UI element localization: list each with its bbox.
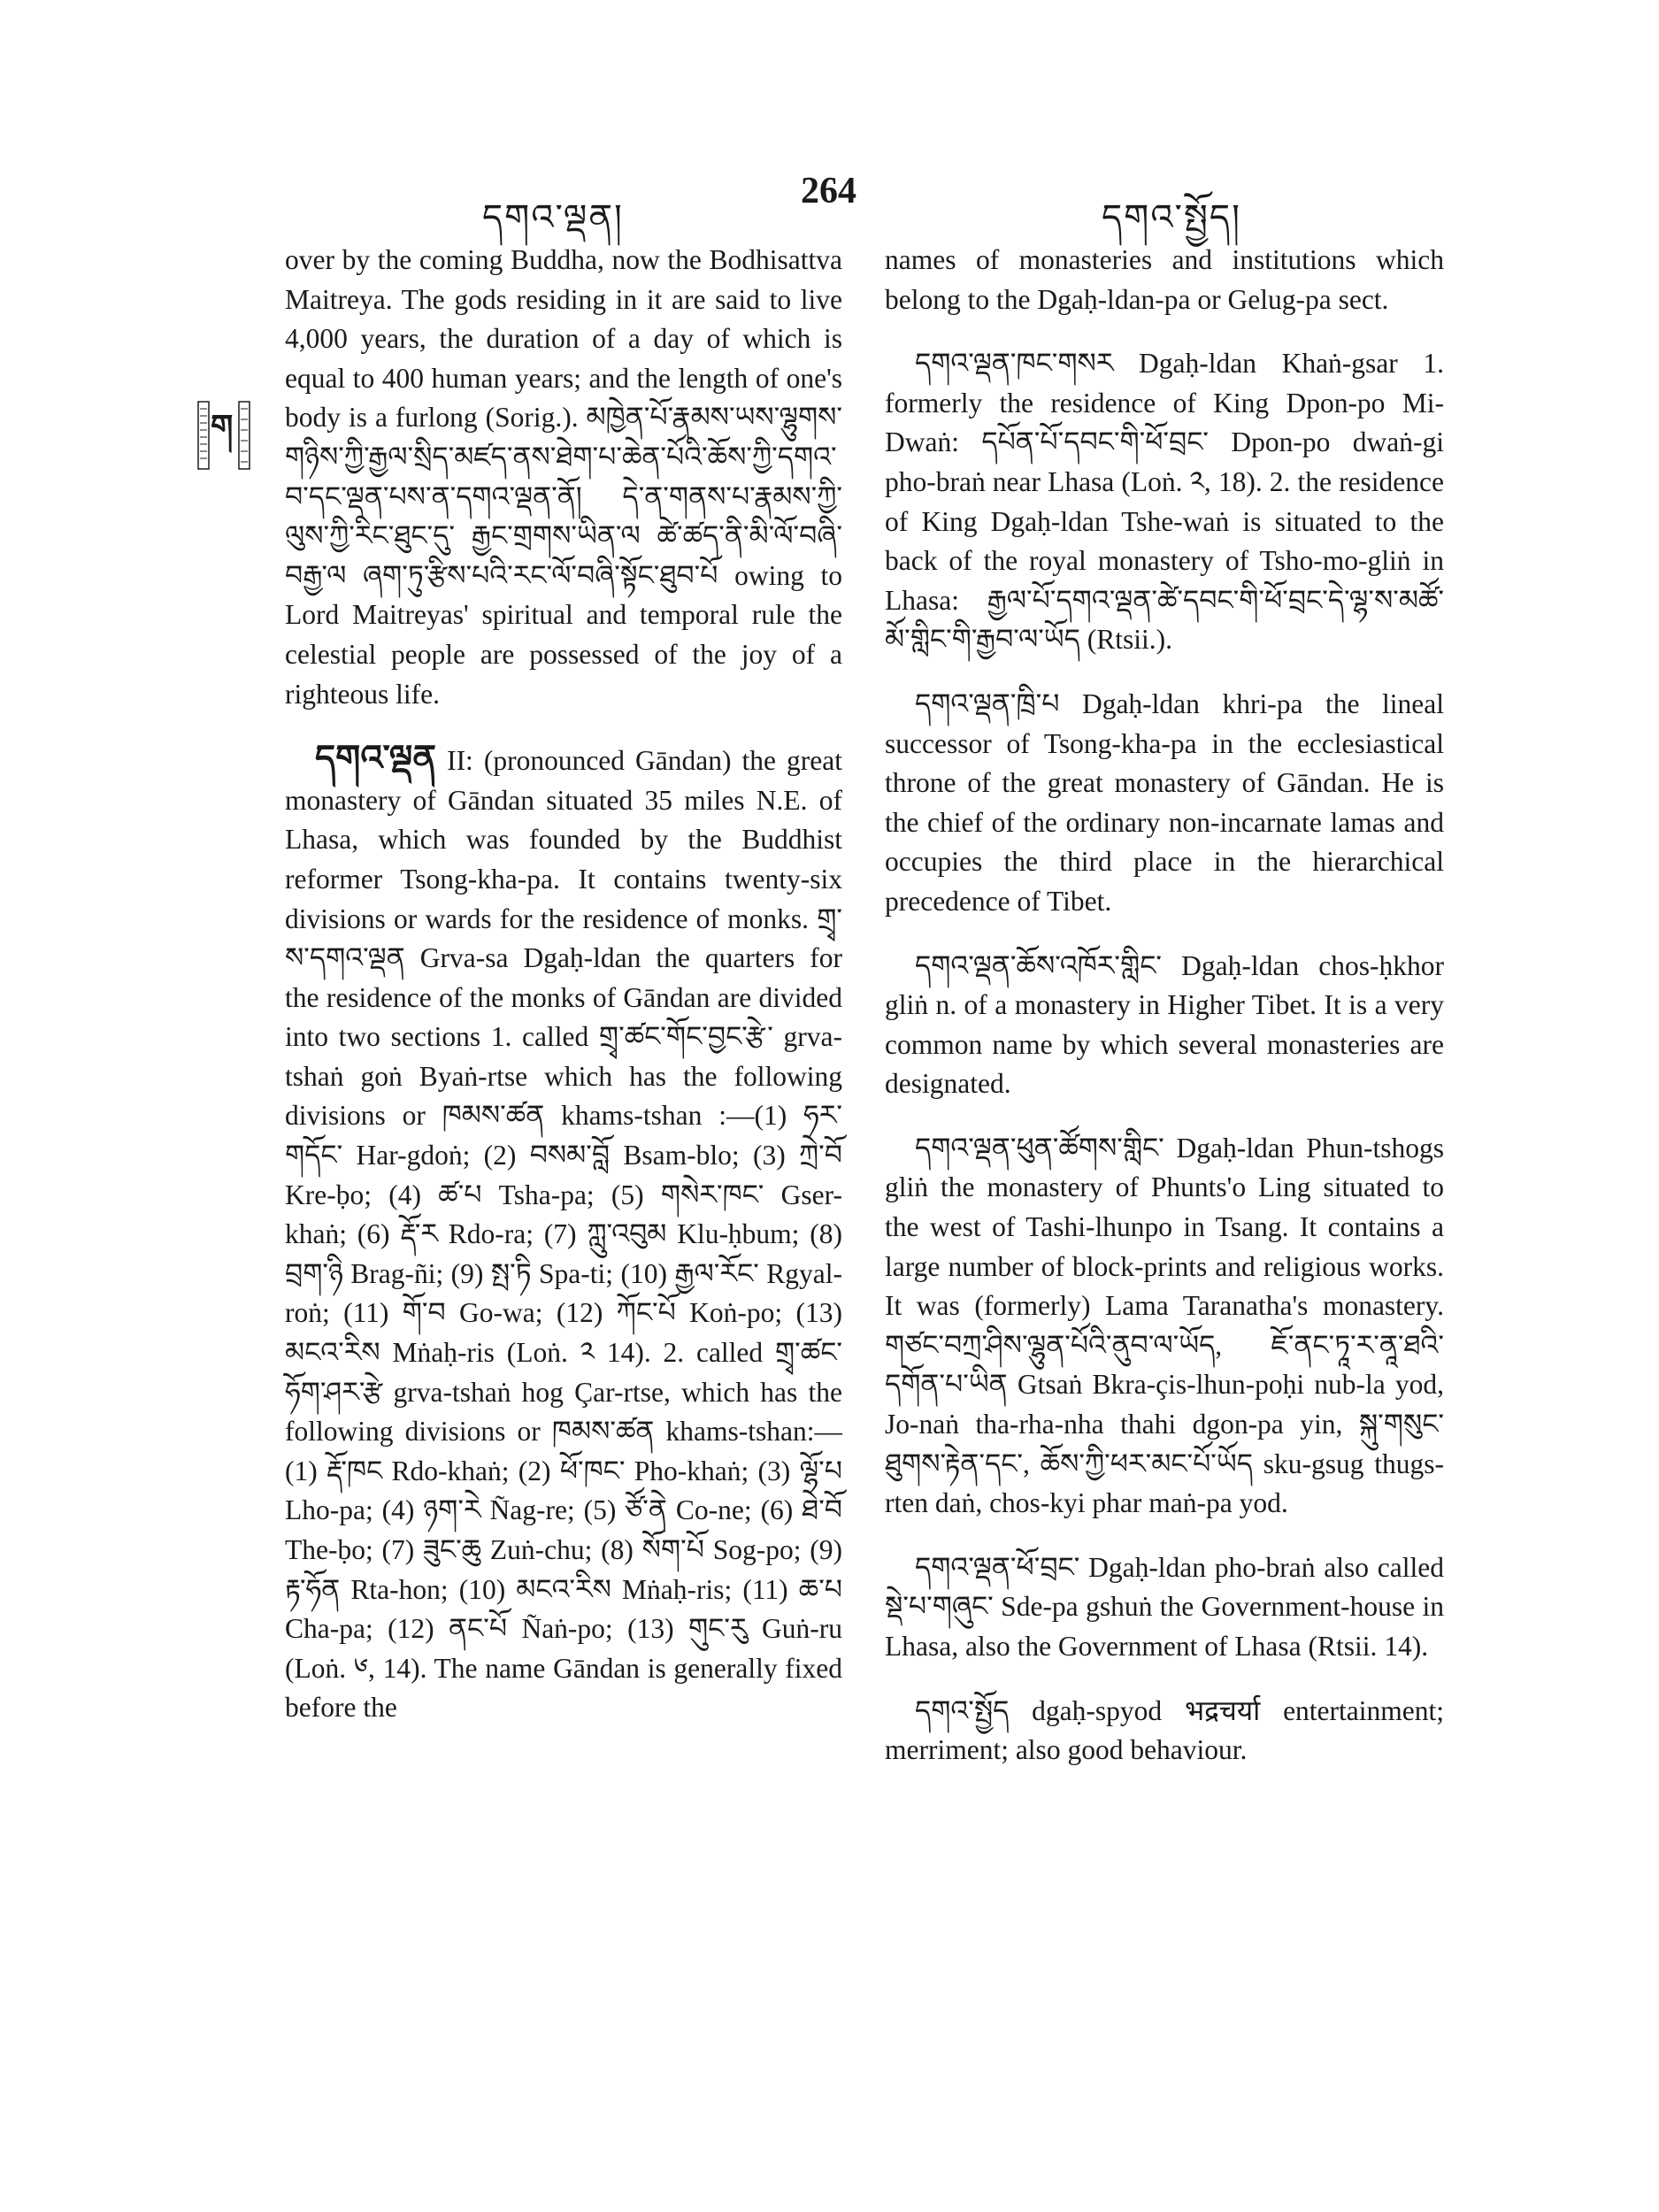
entry-chos-hkhor-gling: དགའ་ལྡན་ཆོས་འཁོར་གླིང་ Dgaḥ-ldan chos-ḥkhor gliṅ n. of a monastery in Higher Tibet. It is a very common name by which several monasteries are designated. [885, 949, 1444, 1100]
header-left-headword: དགའ་ལྡན། [482, 197, 624, 238]
header-right-headword: དགའ་སྤྱོད། [1102, 197, 1241, 238]
entry-pho-brang: དགའ་ལྡན་ཕོ་བྲང་ Dgaḥ-ldan pho-braṅ also called སྡེ་པ་གཞུང་ Sde-pa gshuṅ the Government-house in Lhasa, also the Government of Lhasa (Rtsii. 14). [885, 1551, 1444, 1662]
entry-khri-pa: དགའ་ལྡན་ཁྲི་པ Dgaḥ-ldan khri-pa the lineal successor of Tsong-kha-pa in the ecclesiastical throne of the great monastery of Gāndan. He is the chief of the ordinary non-incarnate lamas and occupies the third place in the hierarchical precedence of Tibet. [885, 687, 1444, 917]
entry-khang-gsar: དགའ་ལྡན་ཁང་གསར Dgaḥ-ldan Khaṅ-gsar 1. formerly the residence of King Dpon-po Mi-Dwaṅ: དཔོན་པོ་དབང་གི་ཕོ་བྲང་ Dpon-po dwaṅ-gi pho-braṅ near Lhasa (Loṅ. ༢, 18). 2. the residence of King Dgaḥ-ldan Tshe-waṅ is situated to the back of the royal monastery of Tsho-mo-gliṅ in Lhasa: རྒྱལ་པོ་དགའ་ལྡན་ཚེ་དབང་གི་ཕོ་བྲང་དེ་ལྷ་ས་མཚོ་མོ་གླིང་གི་རྒྱབ་ལ་ཡོད (Rtsii.). [885, 348, 1444, 656]
running-header [0, 170, 1659, 238]
entry-continuation: over by the coming Buddha, now the Bodhisattva Maitreya. The gods residing in it are said to live 4,000 years, the duration of a day of which is equal to 400 human years; and the length of one's body is a furlong (Sorig.). མཁྱེན་པོ་རྣམས་ཡས་ལྷུགས་གཉིས་ཀྱི་རྒྱལ་སྲིད་མཛད་ནས་ཐེག་པ་ཆེན་པོའི་ཆོས་ཀྱི་དགའ་བ་དང་ལྡན་པས་ན་དགའ་ལྡན་ནོ། དེ་ན་གནས་པ་རྣམས་ཀྱི་ལུས་ཀྱི་རིང་ཐུང་དུ་ རྒྱང་གྲགས་ཡིན་ལ ཚེ་ཚད་ནི་མི་ལོ་བཞི་ བརྒྱ་ལ ཞག་ཏུ་རྩིས་པའི་རང་ལོ་བཞི་སྟོང་ཐུབ་པོ owing to Lord Maitreyas' spiritual and temporal rule the celestial people are possessed of the joy of a righteous life. [285, 244, 842, 710]
margin-letter-marker [196, 400, 251, 471]
margin-letter: ག [211, 409, 234, 445]
page-number: 264 [801, 171, 856, 211]
right-column [885, 241, 1444, 1795]
left-column [285, 241, 842, 1753]
entry-dgah-spyod: དགའ་སྤྱོད dgaḥ-spyod भद्रचर्या entertainment; merriment; also good behaviour. [885, 1694, 1444, 1766]
entry-body: II: (pronounced Gāndan) the great monastery of Gāndan situated 35 miles N.E. of Lhasa, which was founded by the Buddhist reformer Tsong-kha-pa. It contains twenty-six divisions or wards for the residence of monks. གྲྭ་ས་དགའ་ལྡན Grva-sa Dgaḥ-ldan the quarters for the residence of the monks of Gāndan are divided into two sections 1. called གྲྭ་ཚང་གོང་བྱང་རྩེ་ grva-tshaṅ goṅ Byaṅ-rtse which has the following divisions or ཁམས་ཚན khams-tshan :—(1) ཧར་གདོང་ Har-gdoṅ; (2) བསམ་བློ Bsam-blo; (3) ཀྲེ་བོ Kre-ḅo; (4) ཚ་པ Tsha-pa; (5) གསེར་ཁང་ Gser-khaṅ; (6) རྡོ་ར Rdo-ra; (7) ཀླུ་འབུམ Klu-ḥbum; (8) བྲག་ཉི Brag-ñi; (9) སྤ་ཏི Spa-ti; (10) རྒྱལ་རོང་ Rgyal-roṅ; (11) གོ་བ Go-wa; (12) ཀོང་པོ Koṅ-po; (13) མངའ་རིས Mṅaḥ-ris (Loṅ. ༢ 14). 2. called གྲྭ་ཚང་ཧོག་ཤར་རྩེ grva-tshaṅ hog Çar-rtse, which has the following divisions or ཁམས་ཚན khams-tshan:—(1) རྡོ་ཁང Rdo-khaṅ; (2) ཕོ་ཁང་ Pho-khaṅ; (3) ལྷོ་པ Lho-pa; (4) ཉག་རེ Ñag-re; (5) ཙོ་ནེ Co-ne; (6) ཐེ་བོ The-ḅo; (7) ཟུང་ཆུ Zuṅ-chu; (8) སོག་པོ Sog-po; (9) རྟ་ཧོན Rta-hon; (10) མངའ་རིས Mṅaḥ-ris; (11) ཆ་པ Cha-pa; (12) ནང་པོ Ñaṅ-po; (13) གུང་རུ Guṅ-ru (Loṅ. ༦, 14). The name Gāndan is generally fixed before the [285, 745, 843, 1724]
entry-continuation-right: names of monasteries and institutions which belong to the Dgaḥ-ldan-pa or Gelug-pa sect. [885, 244, 1444, 315]
entry-headword: དགའ་ལྡན [315, 738, 437, 780]
entry-dgah-ldan-ii [285, 739, 842, 1728]
entry-phun-tshogs-gling: དགའ་ལྡན་ཕུན་ཚོགས་གླིང་ Dgaḥ-ldan Phun-tshogs gliṅ the monastery of Phunts'o Ling situated to the west of Tashi-lhunpo in Tsang. It contains a large number of block-prints and religious works. It was (formerly) Lama Taranatha's monastery. གཙང་བཀྲ་ཤིས་ལྷུན་པོའི་ནུབ་ལ་ཡོད, ཇོ་ནང་ཏཱ་ར་ནཱ་ཐའི་དགོན་པ་ཡིན Gtsaṅ Bkra-çis-lhun-poḥi nub-la yod, Jo-naṅ tha-rha-nha thahi dgon-pa yin, སྐུ་གསུང་ཐུགས་རྟེན་དང་, ཆོས་ཀྱི་ཕར་མང་པོ་ཡོད sku-gsug thugs-rten daṅ, chos-kyi phar maṅ-pa yod. [885, 1132, 1444, 1519]
